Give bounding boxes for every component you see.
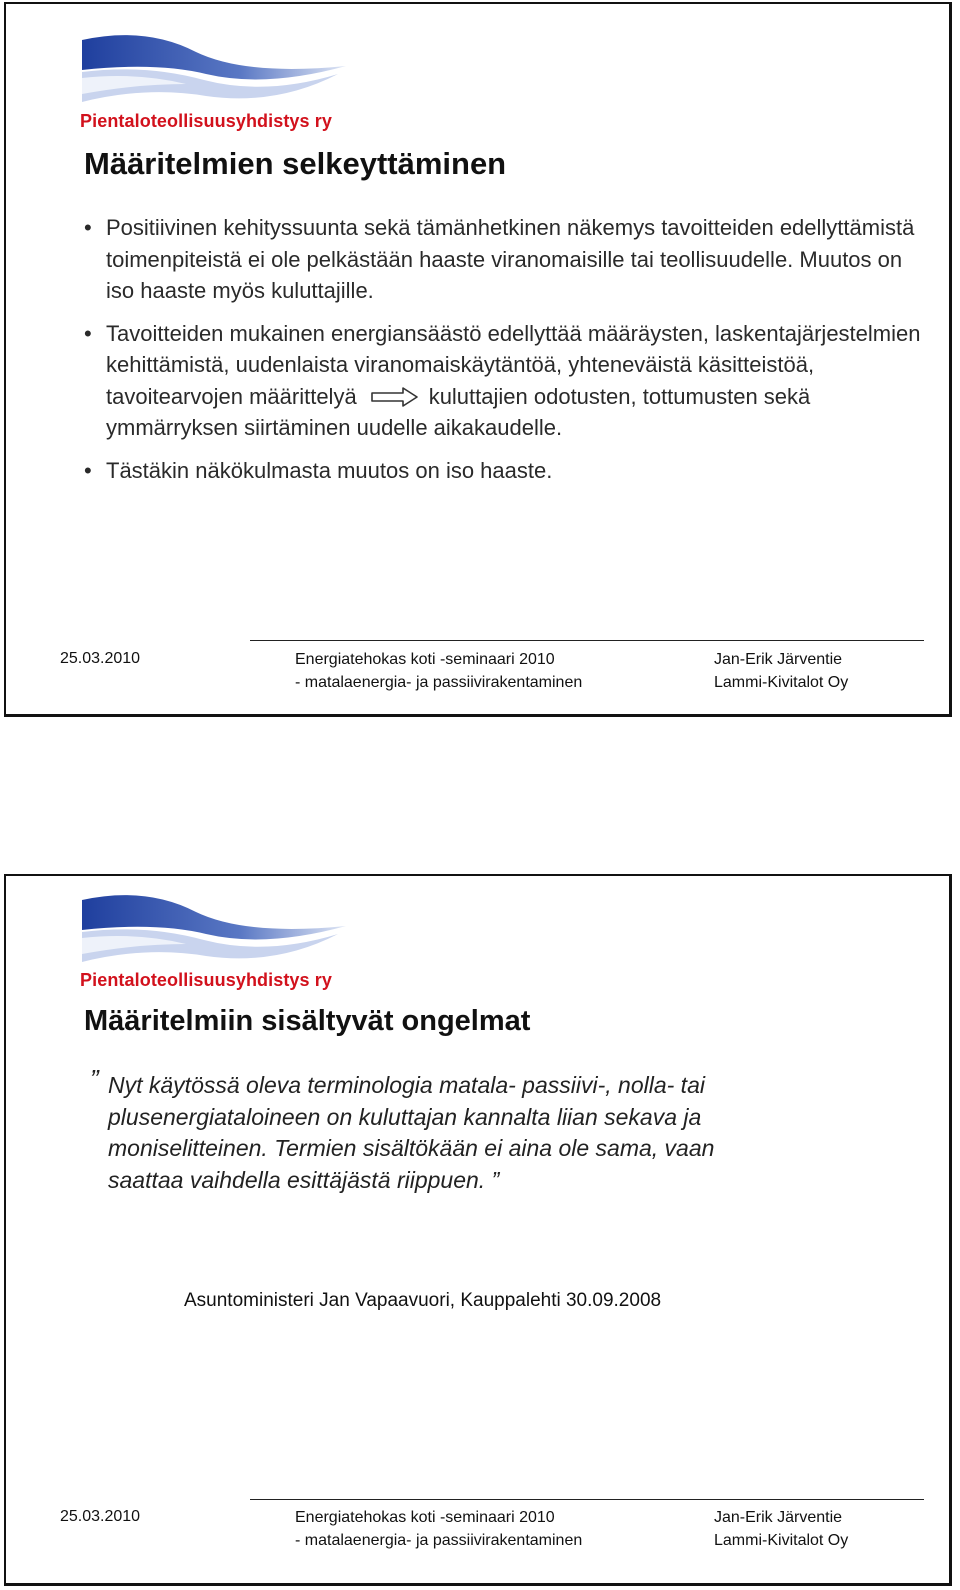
- organization-name: Pientaloteollisuusyhdistys ry: [80, 970, 332, 990]
- bullet-item: • Tavoitteiden mukainen energiansäästö edellyttää määräysten, laskentajärjestelmien kehittämistä, uudenlaista viranomaiskäytäntöä, yhteneväistä käsitteistöä, tavoitearvojen määrittelyä kuluttajien odotusten, tottumusten sekä ymmärryksen siirtäminen uudelle aikakaudelle.: [84, 318, 924, 444]
- bullet-item: • Positiivinen kehityssuunta sekä tämänhetkinen näkemys tavoitteiden edellyttämistä toimenpiteistä ei ole pelkästään haaste viranomaisille tai teollisuudelle. Muutos on iso haaste myös kuluttajille.: [84, 212, 924, 307]
- footer-divider: [250, 640, 924, 641]
- quote-attribution: Asuntoministeri Jan Vapaavuori, Kauppalehti 30.09.2008: [184, 1290, 662, 1311]
- slide-2-title: Määritelmiin sisältyvät ongelmat: [84, 1005, 531, 1037]
- bullet-dot: •: [84, 457, 92, 483]
- bullet-dot: •: [84, 320, 92, 346]
- organization-name: Pientaloteollisuusyhdistys ry: [80, 111, 332, 131]
- footer-event: Energiatehokas koti -seminaari 2010 - matalaenergia- ja passiivirakentaminen: [295, 651, 583, 691]
- organization-logo-icon: [76, 890, 356, 970]
- quote-block: [84, 1064, 784, 1196]
- slide-1-bullet-list: [84, 212, 924, 497]
- closing-quote-mark: ”: [491, 1166, 500, 1193]
- bullet-item: • Tästäkin näkökulmasta muutos on iso haaste.: [84, 455, 924, 487]
- footer-divider: [250, 1499, 924, 1500]
- footer-date: 25.03.2010: [60, 650, 141, 667]
- footer-event: Energiatehokas koti -seminaari 2010 - matalaenergia- ja passiivirakentaminen: [295, 1509, 583, 1549]
- opening-quote-mark: ”: [90, 1064, 99, 1094]
- bullet-dot: •: [84, 215, 92, 240]
- right-arrow-icon: [371, 387, 419, 407]
- footer-author: Jan-Erik Järventie Lammi-Kivitalot Oy: [714, 1509, 849, 1549]
- footer-author: Jan-Erik Järventie Lammi-Kivitalot Oy: [714, 651, 849, 691]
- organization-logo-icon: [76, 30, 356, 110]
- footer-date: 25.03.2010: [60, 1508, 141, 1525]
- slide-1-title: Määritelmien selkeyttäminen: [84, 146, 507, 181]
- quote-text: Nyt käytössä oleva terminologia matala- passiivi-, nolla- tai plusenergiataloineen on kuluttajan kannalta liian sekava ja moniselitteinen. Termien sisältökään ei aina ole sama, vaan saattaa vaihdella esittäjästä riippuen.: [108, 1072, 715, 1193]
